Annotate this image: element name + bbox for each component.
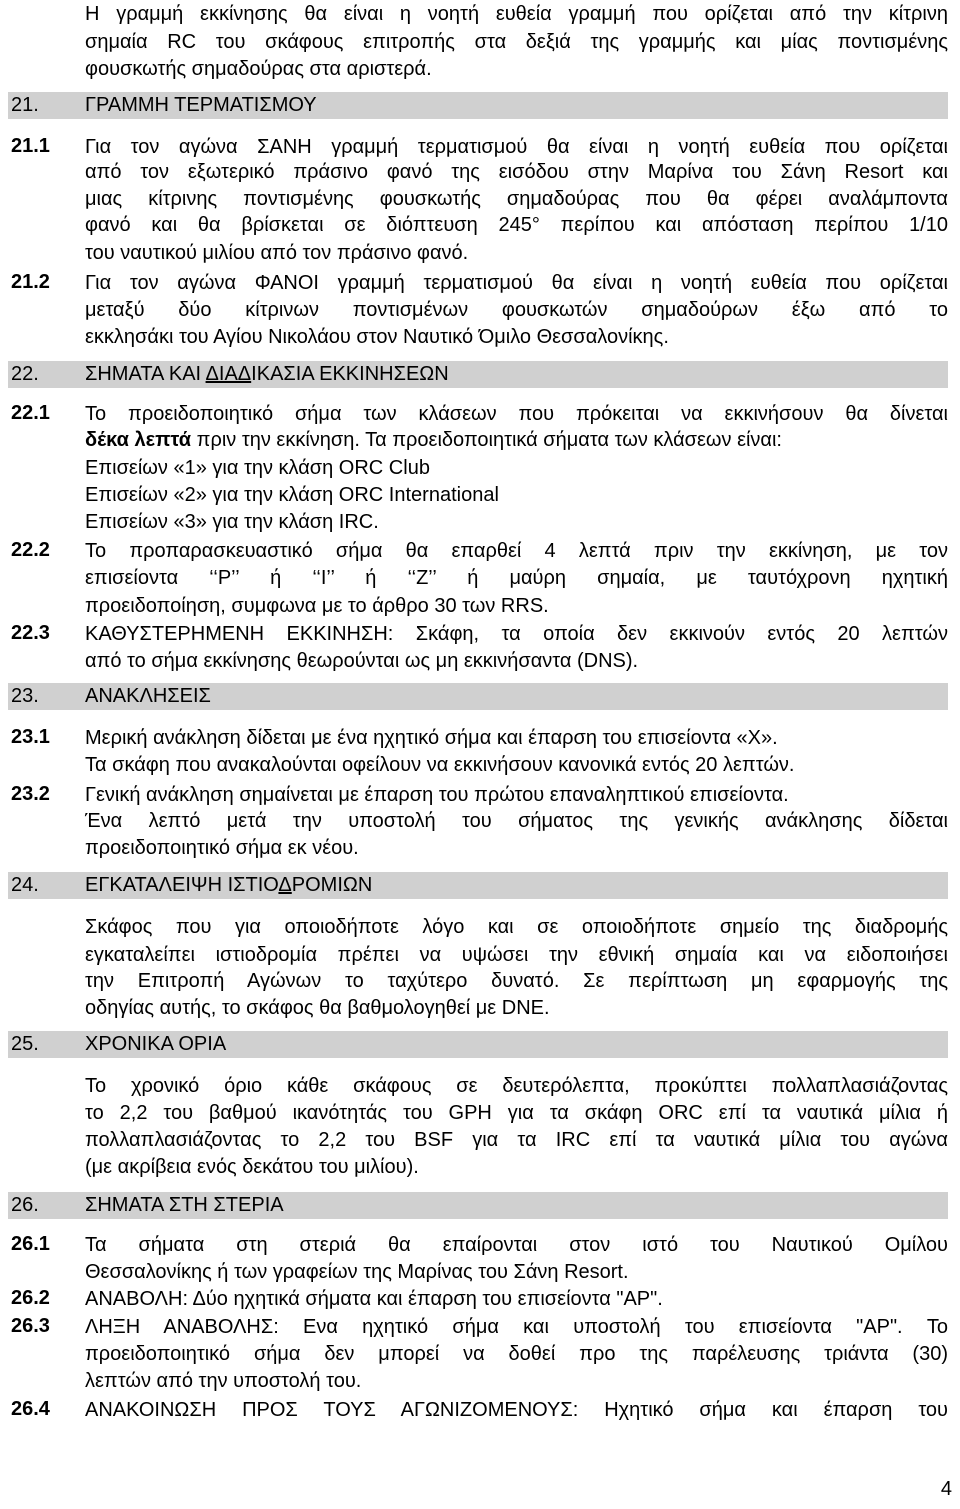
clause-number-26-4: 26.4: [11, 1398, 50, 1420]
section-title: ΧΡΟΝΙΚΑ ΟΡΙΑ: [85, 1033, 227, 1055]
section-number: 21.: [11, 94, 39, 116]
clause-26-1-line: Τα σήματα στη στεριά θα επαίρονται στον ιστό του Ναυτικού Ομίλου: [85, 1234, 948, 1256]
clause-22-1-line: δέκα λεπτά πριν την εκκίνηση. Τα προειδοποιητικά σήματα των κλάσεων είναι:: [85, 429, 782, 451]
section-24-line: την Επιτροπή Αγώνων το ταχύτερο δυνατό. Σε περίπτωση μη εφαρμογής της: [85, 970, 948, 992]
section-title: ΓΡΑΜΜΗ ΤΕΡΜΑΤΙΣΜΟΥ: [85, 94, 317, 116]
section-title: ΕΓΚΑΤΑΛΕΙΨΗ ΙΣΤΙΟΔΡΟΜΙΩΝ: [85, 874, 373, 896]
section-24-line: Σκάφος που για οποιοδήποτε λόγο και σε οποιοδήποτε σημείο της διαδρομής: [85, 916, 948, 938]
section-25-line: (με ακρίβεια ενός δεκάτου του μιλίου).: [85, 1156, 419, 1178]
clause-26-3-line: λεπτών από την υποστολή του.: [85, 1370, 362, 1392]
clause-21-1-line: μιας κίτρινης ποντισμένης φουσκωτής σημαδούρας που θα φέρει αναλάμποντα: [85, 188, 948, 210]
page-number: 4: [940, 1478, 952, 1500]
clause-number-21-1: 21.1: [11, 135, 50, 157]
clause-21-2-line: Για τον αγώνα ΦΑΝΟΙ γραμμή τερματισμού θα είναι η νοητή ευθεία που ορίζεται: [85, 272, 948, 294]
clause-26-3-line: ΛΗΞΗ ΑΝΑΒΟΛΗΣ: Ενα ηχητικό σήμα και υποστολή του επισείοντα "AP". Το: [85, 1316, 948, 1338]
section-number: 22.: [11, 363, 39, 385]
section-header-26: [8, 1192, 948, 1219]
clause-number-23-1: 23.1: [11, 726, 50, 748]
section-25-line: πολλαπλασιάζοντας το 2,2 του BSF για τα IRC επί τα ναυτικά μίλια του αγώνα: [85, 1129, 948, 1151]
clause-26-2-line: ΑΝΑΒΟΛΗ: Δύο ηχητικά σήματα και έπαρση του επισείοντα "AP".: [85, 1288, 663, 1310]
section-title: ΑΝΑΚΛΗΣΕΙΣ: [85, 685, 211, 707]
section-title: ΣΗΜΑΤΑ ΚΑΙ ΔΙΑΔΙΚΑΣΙΑ ΕΚΚΙΝΗΣΕΩΝ: [85, 363, 449, 385]
clause-number-22-2: 22.2: [11, 539, 50, 561]
section-number: 26.: [11, 1194, 39, 1216]
section-24-line: οδηγίας αυτής, το σκάφος θα βαθμολογηθεί με DNE.: [85, 997, 550, 1019]
section-header-23: [8, 683, 948, 710]
clause-number-22-3: 22.3: [11, 622, 50, 644]
section-24-line: εγκαταλείπει ιστιοδρομία πρέπει να υψώσει την εθνική σημαία και να ειδοποιήσει: [85, 944, 948, 966]
section-header-25: [8, 1031, 948, 1058]
clause-number-21-2: 21.2: [11, 271, 50, 293]
clause-21-2-line: μεταξύ δύο κίτρινων ποντισμένων φουσκωτών σημαδούρων έξω από το: [85, 299, 948, 321]
clause-22-2-line: επισείοντα ‘‘P’’ ή ‘‘I’’ ή ‘‘Z’’ ή μαύρη σημαία, με ταυτόχρονη ηχητική: [85, 567, 948, 589]
section-header-24: [8, 872, 948, 899]
clause-22-3-line: από το σήμα εκκίνησης θεωρούνται ως μη εκκινήσαντα (DNS).: [85, 650, 639, 672]
clause-23-1-line: Μερική ανάκληση δίδεται με ένα ηχητικό σήμα και έπαρση του επισείοντα «Χ».: [85, 727, 778, 749]
section-header-22: [8, 361, 948, 388]
section-number: 24.: [11, 874, 39, 896]
clause-21-1-line: του ναυτικού μιλίου από τον πράσινο φανό.: [85, 242, 469, 264]
clause-number-26-2: 26.2: [11, 1287, 50, 1309]
clause-21-1-line: Για τον αγώνα ΣΑΝΗ γραμμή τερματισμού θα είναι η νοητή ευθεία που ορίζεται: [85, 136, 948, 158]
clause-23-1-line: Τα σκάφη που ανακαλούνται οφείλουν να εκκινήσουν κανονικά εντός 20 λεπτών.: [85, 754, 795, 776]
intro-line-3: φουσκωτής σημαδούρας στα αριστερά.: [85, 58, 432, 80]
clause-22-1-line: Επισείων «2» για την κλάση ORC International: [85, 484, 499, 506]
clause-number-26-1: 26.1: [11, 1233, 50, 1255]
section-header-21: [8, 92, 948, 119]
clause-23-2-line: Ένα λεπτό μετά την υποστολή του σήματος της γενικής ανάκλησης δίδεται: [85, 810, 948, 832]
clause-22-2-line: προειδοποίηση, συμφωνα με το άρθρο 30 των RRS.: [85, 595, 549, 617]
section-title: ΣΗΜΑΤΑ ΣΤΗ ΣΤΕΡΙΑ: [85, 1194, 284, 1216]
clause-21-2-line: εκκλησάκι του Αγίου Νικολάου στον Ναυτικό Όμιλο Θεσσαλονίκης.: [85, 326, 669, 348]
clause-26-4-line: ΑΝΑΚΟΙΝΩΣΗ ΠΡΟΣ ΤΟΥΣ ΑΓΩΝΙΖΟΜΕΝΟΥΣ: Ηχητικό σήμα και έπαρση του: [85, 1399, 948, 1421]
clause-number-22-1: 22.1: [11, 402, 50, 424]
clause-22-2-line: Το προπαρασκευαστικό σήμα θα επαρθεί 4 λεπτά πριν την εκκίνηση, με τον: [85, 540, 948, 562]
clause-26-1-line: Θεσσαλονίκης ή των γραφείων της Μαρίνας του Σάνη Resort.: [85, 1261, 629, 1283]
clause-22-1-line: Το προειδοποιητικό σήμα των κλάσεων που πρόκειται να εκκινήσουν θα δίνεται: [85, 403, 948, 425]
section-25-line: το 2,2 του βαθμού ικανότητάς του GPH για τα σκάφη ORC επί τα ναυτικά μίλια ή: [85, 1102, 948, 1124]
clause-22-3-line: ΚΑΘΥΣΤΕΡΗΜΕΝΗ ΕΚΚΙΝΗΣΗ: Σκάφη, τα οποία δεν εκκινούν εντός 20 λεπτών: [85, 623, 948, 645]
clause-number-23-2: 23.2: [11, 783, 50, 805]
clause-21-1-line: από τον εξωτερικό πράσινο φανό της εισόδου στην Μαρίνα του Σάνη Resort και: [85, 161, 948, 183]
clause-22-1-line: Επισείων «3» για την κλάση IRC.: [85, 511, 379, 533]
clause-21-1-line: φανό και θα βρίσκεται σε διόπτευση 245° περίπου και απόσταση περίπου 1/10: [85, 214, 948, 236]
clause-23-2-line: Γενική ανάκληση σημαίνεται με έπαρση του πρώτου επαναληπτικού επισείοντα.: [85, 784, 789, 806]
clause-23-2-line: προειδοποιητικό σήμα εκ νέου.: [85, 837, 359, 859]
section-number: 25.: [11, 1033, 39, 1055]
intro-line-1: Η γραμμή εκκίνησης θα είναι η νοητή ευθεία γραμμή που ορίζεται από την κίτρινη: [85, 3, 948, 25]
clause-26-3-line: προειδοποιητικό σήμα δεν μπορεί να δοθεί προ της παρέλευσης τριάντα (30): [85, 1343, 948, 1365]
section-number: 23.: [11, 685, 39, 707]
section-25-line: Το χρονικό όριο κάθε σκάφους σε δευτερόλεπτα, προκύπτει πολλαπλασιάζοντας: [85, 1075, 948, 1097]
clause-number-26-3: 26.3: [11, 1315, 50, 1337]
clause-22-1-line: Επισείων «1» για την κλάση ORC Club: [85, 457, 430, 479]
intro-line-2: σημαία RC του σκάφους επιτροπής στα δεξιά της γραμμής και μίας ποντισμένης: [85, 31, 948, 53]
